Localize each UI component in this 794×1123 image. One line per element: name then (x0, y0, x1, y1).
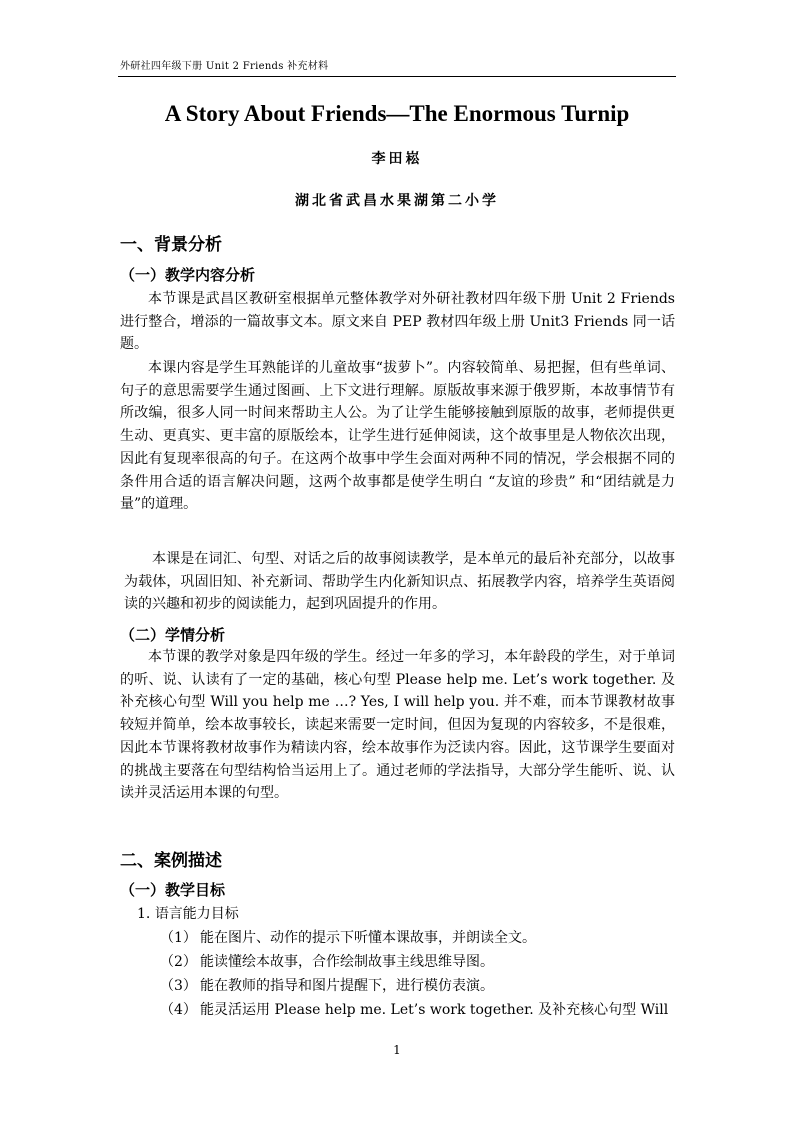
subsection-heading-objectives: （一）教学目标 (120, 881, 226, 899)
objective-marker: （3） (160, 978, 197, 994)
author-name: 李田崧 (371, 151, 423, 167)
objective-item (160, 951, 494, 973)
paragraph-content-3: 本课是在词汇、句型、对话之后的故事阅读教学，是本单元的最后补充部分，以故事为载体，巩固旧知、补充新词、帮助学生内化新知识点、拓展教学内容，培养学生英语阅读的兴趣和初步的阅读能力，起到巩固提升的作用。 (124, 551, 675, 613)
subsection-heading-students: （二）学情分析 (120, 626, 226, 644)
objective-item (160, 927, 536, 949)
header-divider (118, 76, 676, 77)
page-number: 1 (393, 1043, 401, 1057)
paragraph-content-2: 本课内容是学生耳熟能详的儿童故事“拔萝卜”。内容较简单、易把握，但有些单词、句子的意思需要学生通过图画、上下文进行理解。原版故事来源于俄罗斯，本故事情节有所改编，很多人同一时间来帮助主人公。为了让学生能够接触到原版的故事，老师提供更生动、更真实、更丰富的原版绘本，让学生进行延伸阅读，这个故事里是人物依次出现，因此有复现率很高的句子。在这两个故事中学生会面对两种不同的情况，学会根据不同的条件用合适的语言解决问题，这两个故事都是使学生明白 “友谊的珍贵” 和“团结就是力量”的道理。 (120, 360, 675, 513)
paragraph-students: 本节课的教学对象是四年级的学生。经过一年多的学习，本年龄段的学生，对于单词的听、说、认读有了一定的基础，核心句型 Please help me. Let’s work together. 及补充核心句型 Will you help me …? Yes, I will help you. 并不难，而本节课教材故事较短并简单，绘本故事较长，读起来需要一定时间，但因为复现的内容较多，不是很难，因此本节课将教材故事作为精读内容，绘本故事作为泛读内容。因此，这节课学生要面对的挑战主要落在句型结构恰当运用上了。通过老师的学法指导，大部分学生能听、说、认读并灵活运用本课的句型。 (120, 649, 675, 802)
objective-text: 能在教师的指导和图片提醒下，进行模仿表演。 (200, 978, 494, 994)
section-heading-case: 二、案例描述 (120, 851, 222, 871)
objective-item (160, 999, 668, 1021)
running-header: 外研社四年级下册 Unit 2 Friends 补充材料 (120, 61, 329, 72)
objective-text: 能灵活运用 Please help me. Let’s work together. 及补充核心句型 Will (200, 1002, 669, 1018)
subsection-heading-content: （一）教学内容分析 (120, 266, 256, 284)
objective-text: 能在图片、动作的提示下听懂本课故事，并朗读全文。 (200, 930, 536, 946)
goal-number: 1. (137, 906, 151, 922)
section-heading-background: 一、背景分析 (120, 235, 222, 255)
objective-marker: （4） (160, 1002, 197, 1018)
objective-item (160, 975, 494, 997)
objective-marker: （2） (160, 954, 197, 970)
goal-label: 语言能力目标 (154, 906, 239, 922)
goal-heading (137, 903, 239, 925)
document-title: A Story About Friends—The Enormous Turnip (164, 101, 630, 126)
objective-text: 能读懂绘本故事，合作绘制故事主线思维导图。 (200, 954, 494, 970)
paragraph-content-1: 本节课是武昌区教研室根据单元整体教学对外研社教材四年级下册 Unit 2 Friends 进行整合，增添的一篇故事文本。原文来自 PEP 教材四年级上册 Unit3 Friends 同一话题。 (120, 291, 675, 353)
school-name: 湖北省武昌水果湖第二小学 (295, 193, 499, 209)
objective-marker: （1） (160, 930, 197, 946)
